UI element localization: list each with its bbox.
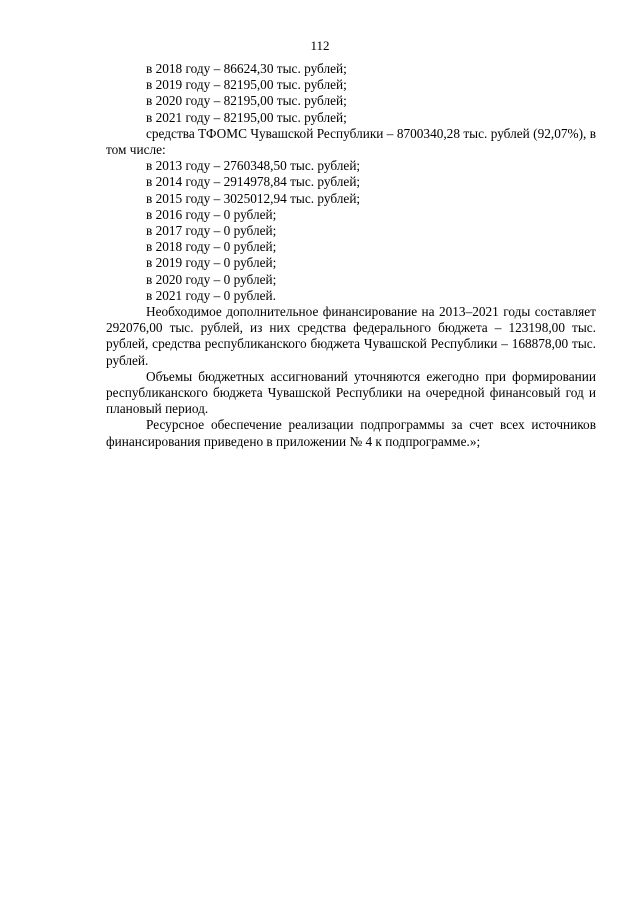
funding-line: в 2019 году – 82195,00 тыс. рублей; xyxy=(146,77,347,93)
funding-line: в 2014 году – 2914978,84 тыс. рублей; xyxy=(146,174,361,190)
funding-line: в 2021 году – 82195,00 тыс. рублей; xyxy=(146,109,347,125)
funding-line: в 2019 году – 0 рублей; xyxy=(146,255,277,271)
funding-line: в 2016 году – 0 рублей; xyxy=(146,206,277,222)
funding-line: в 2018 году – 86624,30 тыс. рублей; xyxy=(146,61,347,76)
resource-provision-paragraph: Ресурсное обеспечение реализации подпрограммы за счет всех источников финансирования приведено в приложении № 4 к подпрограмме.»; xyxy=(106,417,596,449)
funding-line: в 2020 году – 0 рублей; xyxy=(146,271,277,287)
funding-line: в 2013 году – 2760348,50 тыс. рублей; xyxy=(146,158,361,174)
tfoms-paragraph: средства ТФОМС Чувашской Республики – 8700340,28 тыс. рублей (92,07%), в том числе: xyxy=(106,125,596,158)
additional-funding-paragraph: Необходимое дополнительное финансирование на 2013–2021 годы составляет 292076,00 тыс. рублей, из них средства федерального бюджета – 123198,00 тыс. рублей, средства республиканского бюджета Чувашской Республики – 168878,00 тыс. рублей. xyxy=(106,304,596,368)
document-body xyxy=(106,61,596,450)
page-number: 112 xyxy=(310,38,330,53)
funding-line: в 2017 году – 0 рублей; xyxy=(146,223,277,239)
funding-line: в 2020 году – 82195,00 тыс. рублей; xyxy=(146,93,347,109)
funding-line: в 2018 году – 0 рублей; xyxy=(146,239,277,255)
funding-line: в 2021 году – 0 рублей. xyxy=(146,287,276,303)
funding-line: в 2015 году – 3025012,94 тыс. рублей; xyxy=(146,190,361,206)
budget-allocations-paragraph: Объемы бюджетных ассигнований уточняются ежегодно при формировании республиканского бюджета Чувашской Республики на очередной финансовый год и плановый период. xyxy=(106,368,596,417)
